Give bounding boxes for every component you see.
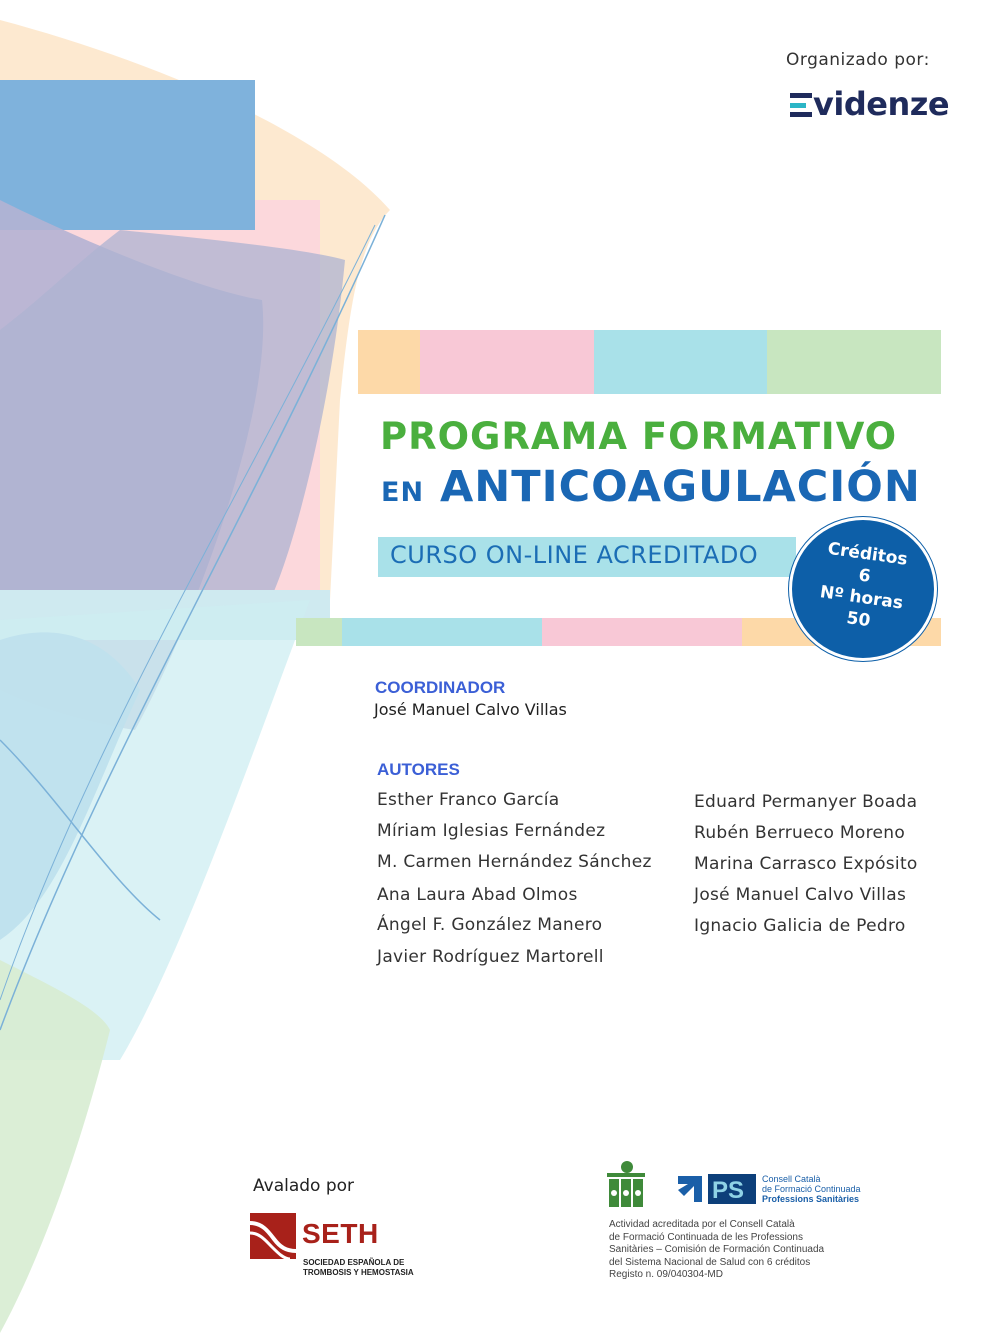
color-band-bottom-mint xyxy=(296,618,342,646)
hours-value: 50 xyxy=(845,608,872,632)
credits-value: 6 xyxy=(857,565,872,587)
evidenze-logo-text: videnze xyxy=(813,85,950,123)
author-left-1: Esther Franco García xyxy=(377,790,560,810)
accreditation-line-5: Registo n. 09/040304-MD xyxy=(609,1269,723,1280)
ccfc-line-2: de Formació Continuada xyxy=(762,1184,861,1194)
title-prefix: EN xyxy=(381,477,425,508)
accreditation-line-2: de Formació Continuada de les Professions xyxy=(609,1231,803,1243)
hours-label: Nº horas xyxy=(818,582,905,614)
author-left-5: Ángel F. González Manero xyxy=(377,915,603,935)
cfc-logo-icon xyxy=(606,1160,646,1208)
color-band-top-mint xyxy=(767,330,941,394)
accreditation-line-1: Actividad acreditada por el Consell Català xyxy=(609,1219,795,1230)
subtitle: CURSO ON-LINE ACREDITADO xyxy=(390,541,759,569)
author-left-3: M. Carmen Hernández Sánchez xyxy=(377,852,652,872)
background-decoration xyxy=(0,0,400,1333)
ccfc-line-3: Professions Sanitàries xyxy=(762,1194,860,1204)
coordinator-name: José Manuel Calvo Villas xyxy=(374,700,567,719)
accreditation-text xyxy=(609,1219,824,1282)
color-band-top-cyan xyxy=(594,330,767,394)
author-right-5: Ignacio Galicia de Pedro xyxy=(694,916,906,936)
endorsed-by-label: Avalado por xyxy=(253,1176,355,1196)
author-right-3: Marina Carrasco Expósito xyxy=(694,854,918,874)
credits-label: Créditos xyxy=(826,538,909,570)
credits-badge-text xyxy=(784,533,943,641)
svg-text:PS: PS xyxy=(712,1177,745,1204)
color-band-bottom-pink xyxy=(542,618,742,646)
author-right-1: Eduard Permanyer Boada xyxy=(694,792,918,812)
accreditation-line-4: del Sistema Nacional de Salud con 6 créditos xyxy=(609,1256,811,1268)
author-left-6: Javier Rodríguez Martorell xyxy=(377,947,604,967)
coordinator-heading: COORDINADOR xyxy=(375,678,506,697)
seth-subtitle-line-2: TROMBOSIS Y HEMOSTASIA xyxy=(303,1268,414,1277)
author-right-4: José Manuel Calvo Villas xyxy=(694,885,907,905)
evidenze-e-icon xyxy=(790,93,812,117)
author-right-2: Rubén Berrueco Moreno xyxy=(694,823,906,843)
evidenze-logo xyxy=(790,85,949,123)
color-band-top-pink xyxy=(420,330,594,394)
seth-logo-icon xyxy=(250,1213,296,1259)
title-line-1: PROGRAMA FORMATIVO xyxy=(380,415,898,458)
seth-subtitle xyxy=(303,1258,414,1278)
color-band-bottom-cyan xyxy=(342,618,542,646)
ccfc-logo-text xyxy=(762,1174,861,1204)
ccfc-logo-icon xyxy=(676,1172,758,1206)
title-line-2 xyxy=(381,462,921,512)
title-main: ANTICOAGULACIÓN xyxy=(440,462,921,512)
authors-heading: AUTORES xyxy=(377,760,460,779)
color-band-top-peach xyxy=(358,330,420,394)
author-left-2: Míriam Iglesias Fernández xyxy=(377,821,606,841)
accreditation-line-3: Sanitàries – Comisión de Formación Continuada xyxy=(609,1244,825,1255)
organized-by-label: Organizado por: xyxy=(786,50,930,70)
credits-badge xyxy=(789,517,937,661)
seth-logo-text: SETH xyxy=(302,1218,379,1249)
ccfc-line-1: Consell Català xyxy=(762,1174,821,1184)
seth-subtitle-line-1: SOCIEDAD ESPAÑOLA DE xyxy=(303,1258,405,1267)
author-left-4: Ana Laura Abad Olmos xyxy=(377,885,578,905)
